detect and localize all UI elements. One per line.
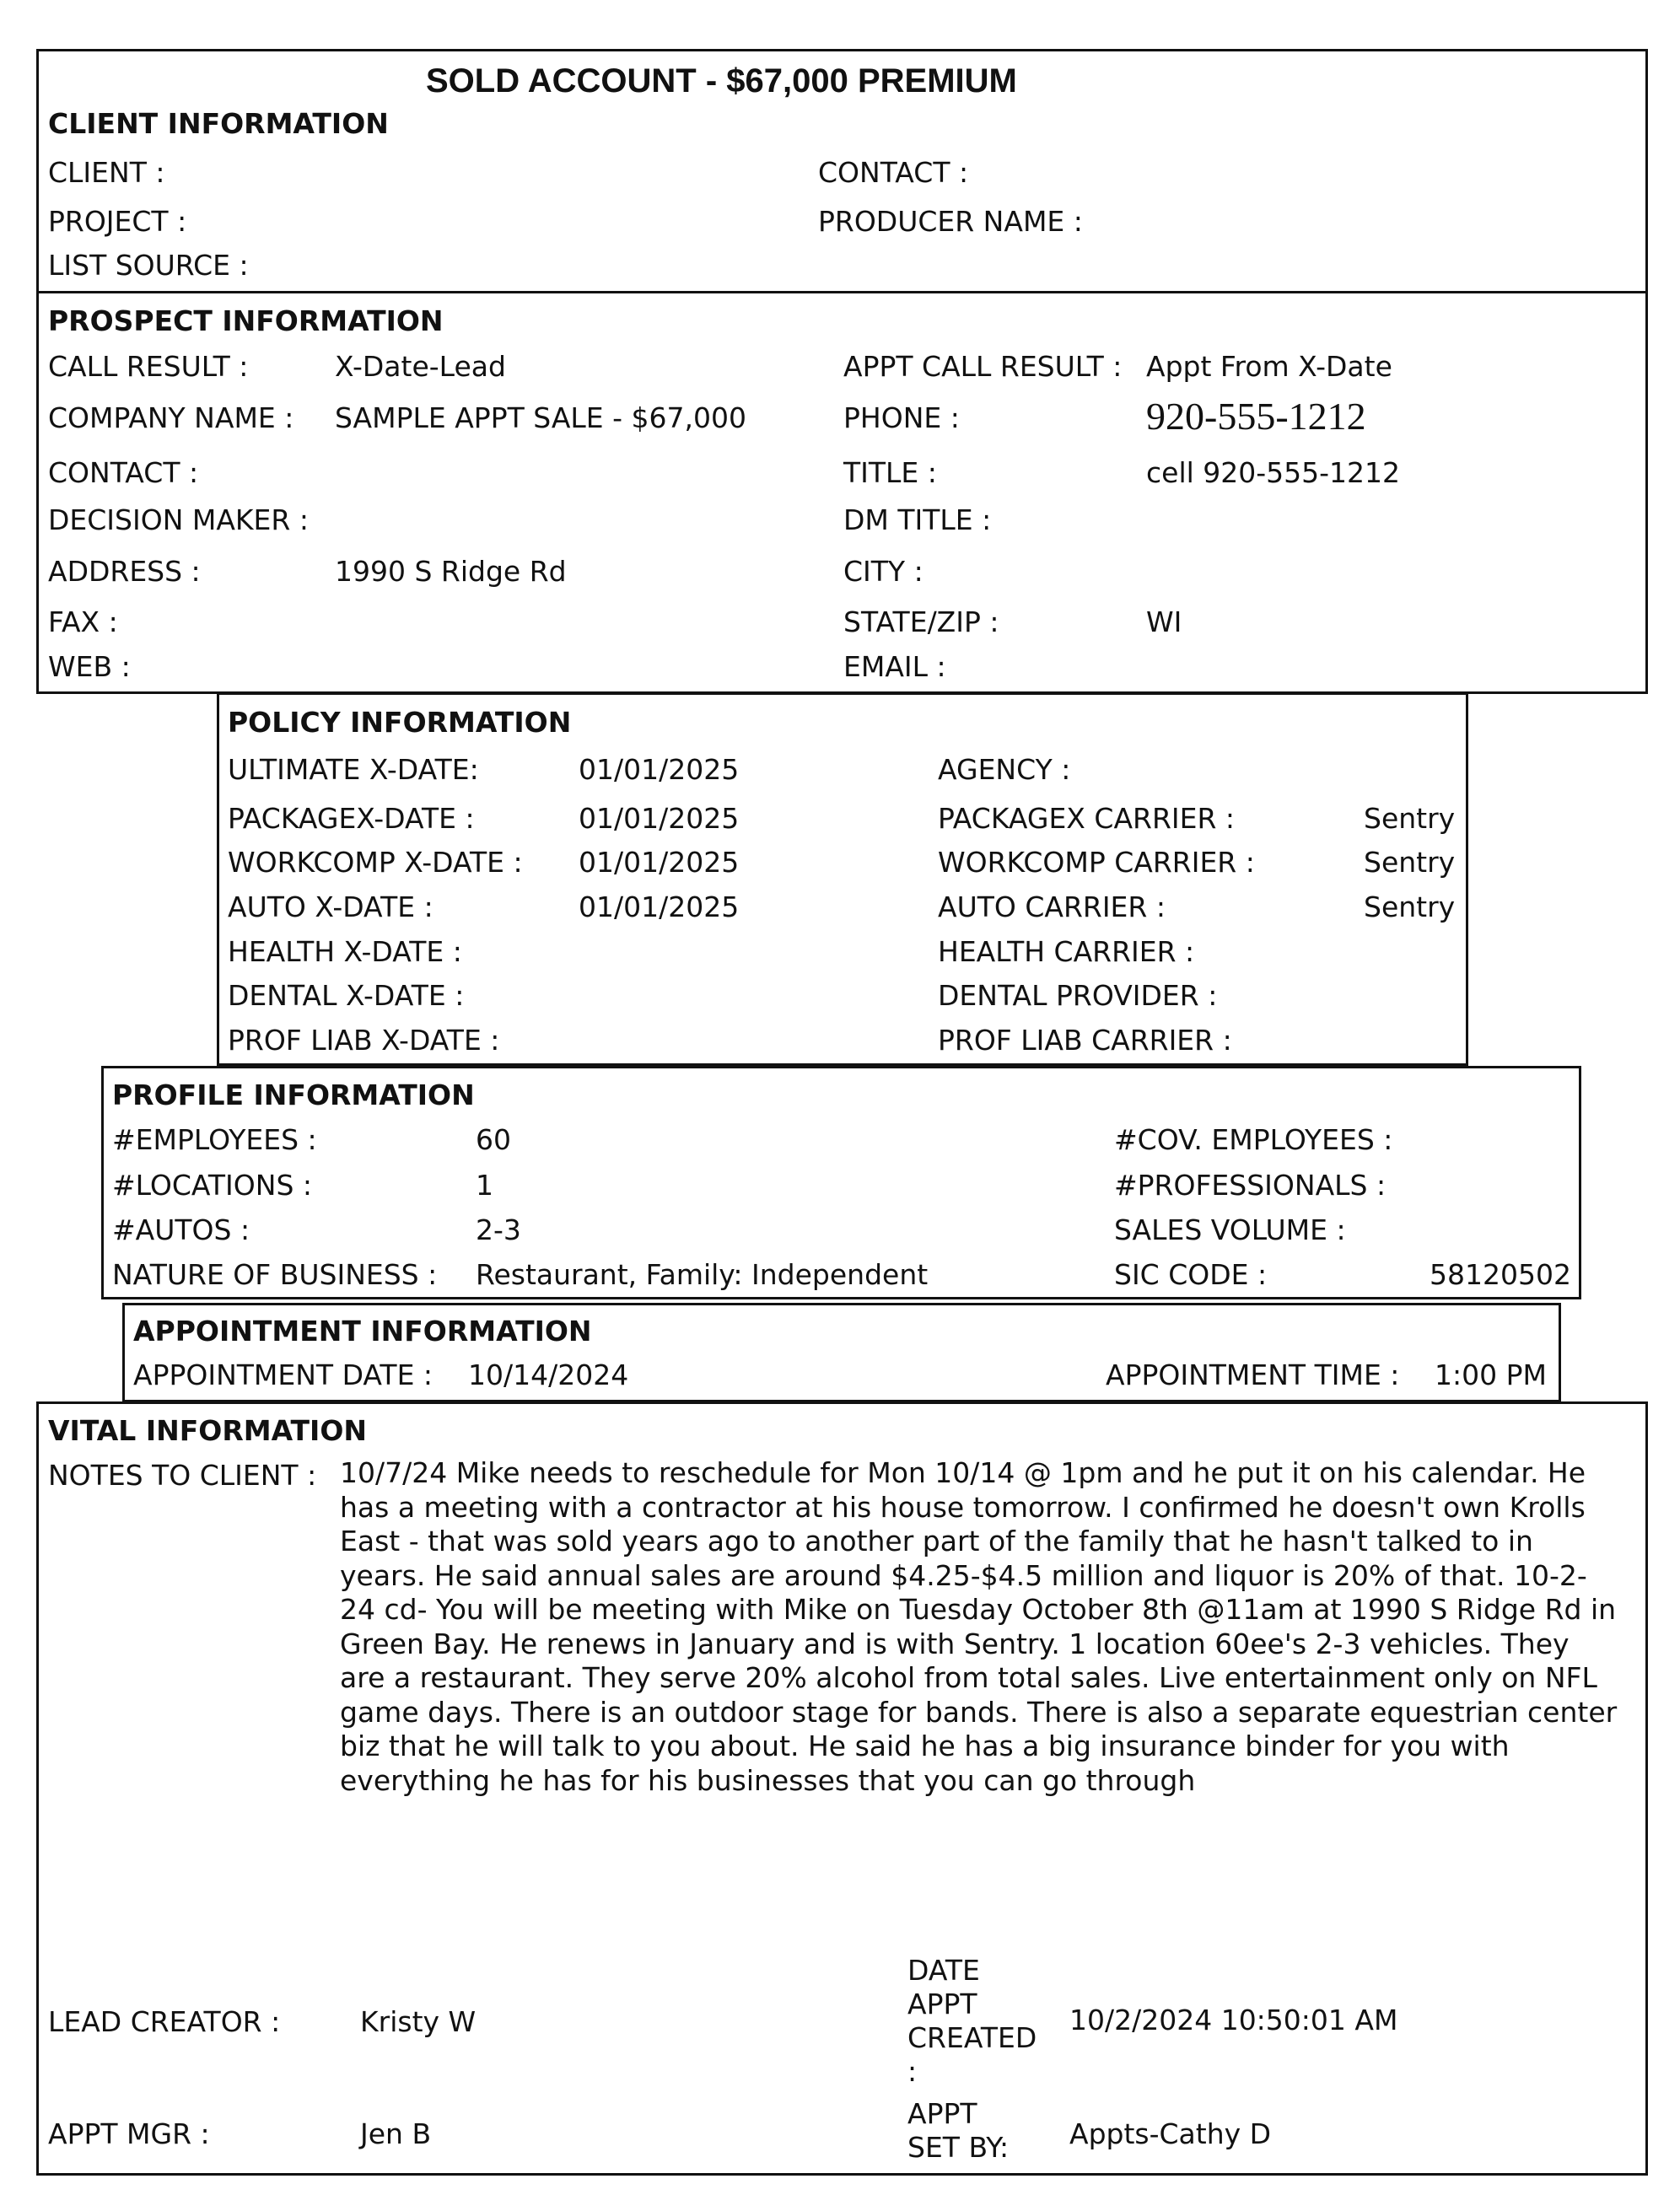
vital-info-heading: VITAL INFORMATION bbox=[48, 1414, 368, 1447]
auto-x-date-value: 01/01/2025 bbox=[579, 890, 740, 923]
locations-value: 1 bbox=[476, 1169, 493, 1202]
employees-value: 60 bbox=[476, 1123, 511, 1156]
notes-to-client-label: NOTES TO CLIENT : bbox=[48, 1459, 317, 1492]
prospect-contact-label: CONTACT : bbox=[48, 456, 199, 489]
project-label: PROJECT : bbox=[48, 205, 187, 238]
workcomp-carrier-value: Sentry bbox=[1364, 846, 1456, 879]
sic-code-value: 58120502 bbox=[1430, 1258, 1571, 1291]
date-appt-created-value: 10/2/2024 10:50:01 AM bbox=[1069, 2004, 1398, 2036]
company-name-value: SAMPLE APPT SALE - $67,000 bbox=[335, 401, 746, 434]
decision-maker-label: DECISION MAKER : bbox=[48, 503, 309, 536]
sic-code-label: SIC CODE : bbox=[1114, 1258, 1268, 1291]
cov-employees-label: #COV. EMPLOYEES : bbox=[1114, 1123, 1393, 1156]
web-label: WEB : bbox=[48, 650, 131, 683]
package-x-date-label: PACKAGEX-DATE : bbox=[228, 802, 475, 835]
workcomp-x-date-value: 01/01/2025 bbox=[579, 846, 740, 879]
phone-value: 920-555-1212 bbox=[1146, 395, 1366, 438]
appt-set-by-value: Appts-Cathy D bbox=[1069, 2117, 1272, 2150]
policy-info-heading: POLICY INFORMATION bbox=[228, 706, 572, 739]
workcomp-x-date-label: WORKCOMP X-DATE : bbox=[228, 846, 523, 879]
prof-liab-x-date-label: PROF LIAB X-DATE : bbox=[228, 1024, 500, 1057]
appointment-date-value: 10/14/2024 bbox=[468, 1358, 629, 1391]
package-x-date-value: 01/01/2025 bbox=[579, 802, 740, 835]
client-contact-label: CONTACT : bbox=[818, 156, 969, 189]
lead-creator-label: LEAD CREATOR : bbox=[48, 2005, 281, 2038]
dental-x-date-label: DENTAL X-DATE : bbox=[228, 979, 465, 1012]
sales-volume-label: SALES VOLUME : bbox=[1114, 1213, 1346, 1246]
state-zip-label: STATE/ZIP : bbox=[843, 605, 999, 638]
notes-to-client-text: 10/7/24 Mike needs to reschedule for Mon 10/14 @ 1pm and he put it on his calendar. He has a meeting with a contractor at his house tomorrow. I confirmed he doesn't own Krolls East - that was sold years ago to another part of the family that he hasn't talked to in years. He said annual sales are around $4.25-$4.5 million and liquor is 20% of that. 10-2-24 cd- You will be meeting with Mike on Tuesday October 8th @11am at 1990 S Ridge Rd in Green Bay. He renews in January and is with Sentry. 1 location 60ee's 2-3 vehicles. They are a restaurant. They serve 20% alcohol from total sales. Live entertainment only on NFL game days. There is an outdoor stage for bands. There is also a separate equestrian center biz that he will talk to you about. He said he has a big insurance binder for you with everything he has for his businesses that you can go through bbox=[340, 1456, 1618, 1797]
page-title: SOLD ACCOUNT - $67,000 PREMIUM bbox=[426, 62, 1017, 100]
auto-x-date-label: AUTO X-DATE : bbox=[228, 890, 433, 923]
ultimate-x-date-value: 01/01/2025 bbox=[579, 753, 740, 786]
lead-creator-value: Kristy W bbox=[360, 2005, 477, 2038]
prospect-info-heading: PROSPECT INFORMATION bbox=[48, 304, 444, 337]
list-source-label: LIST SOURCE : bbox=[48, 249, 249, 282]
package-carrier-value: Sentry bbox=[1364, 802, 1456, 835]
appt-mgr-label: APPT MGR : bbox=[48, 2117, 210, 2150]
profile-info-heading: PROFILE INFORMATION bbox=[112, 1079, 475, 1111]
health-carrier-label: HEALTH CARRIER : bbox=[938, 935, 1195, 968]
nature-of-business-label: NATURE OF BUSINESS : bbox=[112, 1258, 438, 1291]
appt-call-result-value: Appt From X-Date bbox=[1146, 350, 1392, 383]
appt-set-by-label: APPT SET BY: bbox=[907, 2097, 1010, 2164]
dm-title-label: DM TITLE : bbox=[843, 503, 992, 536]
appointment-date-label: APPOINTMENT DATE : bbox=[133, 1358, 433, 1391]
call-result-value: X-Date-Lead bbox=[335, 350, 506, 383]
address-value: 1990 S Ridge Rd bbox=[335, 555, 567, 588]
auto-carrier-value: Sentry bbox=[1364, 890, 1456, 923]
dental-provider-label: DENTAL PROVIDER : bbox=[938, 979, 1218, 1012]
auto-carrier-label: AUTO CARRIER : bbox=[938, 890, 1166, 923]
city-label: CITY : bbox=[843, 555, 923, 588]
appointment-time-value: 1:00 PM bbox=[1435, 1358, 1547, 1391]
client-info-heading: CLIENT INFORMATION bbox=[48, 107, 389, 140]
fax-label: FAX : bbox=[48, 605, 118, 638]
phone-label: PHONE : bbox=[843, 401, 960, 434]
address-label: ADDRESS : bbox=[48, 555, 201, 588]
producer-name-label: PRODUCER NAME : bbox=[818, 205, 1083, 238]
autos-value: 2-3 bbox=[476, 1213, 521, 1246]
agency-label: AGENCY : bbox=[938, 753, 1071, 786]
state-zip-value: WI bbox=[1146, 605, 1182, 638]
prospect-info-section bbox=[36, 291, 1648, 694]
professionals-label: #PROFESSIONALS : bbox=[1114, 1169, 1387, 1202]
nature-of-business-value: Restaurant, Family: Independent bbox=[476, 1258, 929, 1291]
workcomp-carrier-label: WORKCOMP CARRIER : bbox=[938, 846, 1255, 879]
appointment-time-label: APPOINTMENT TIME : bbox=[1106, 1358, 1400, 1391]
title-value: cell 920-555-1212 bbox=[1146, 456, 1401, 489]
title-label: TITLE : bbox=[843, 456, 937, 489]
email-label: EMAIL : bbox=[843, 650, 946, 683]
autos-label: #AUTOS : bbox=[112, 1213, 250, 1246]
prof-liab-carrier-label: PROF LIAB CARRIER : bbox=[938, 1024, 1232, 1057]
health-x-date-label: HEALTH X-DATE : bbox=[228, 935, 462, 968]
company-name-label: COMPANY NAME : bbox=[48, 401, 294, 434]
appt-call-result-label: APPT CALL RESULT : bbox=[843, 350, 1123, 383]
ultimate-x-date-label: ULTIMATE X-DATE: bbox=[228, 753, 479, 786]
call-result-label: CALL RESULT : bbox=[48, 350, 249, 383]
appointment-info-heading: APPOINTMENT INFORMATION bbox=[133, 1315, 592, 1348]
employees-label: #EMPLOYEES : bbox=[112, 1123, 317, 1156]
client-label: CLIENT : bbox=[48, 156, 165, 189]
package-carrier-label: PACKAGEX CARRIER : bbox=[938, 802, 1235, 835]
appt-mgr-value: Jen B bbox=[360, 2117, 432, 2150]
locations-label: #LOCATIONS : bbox=[112, 1169, 312, 1202]
date-appt-created-label: DATE APPT CREATED : bbox=[907, 1954, 1037, 2088]
